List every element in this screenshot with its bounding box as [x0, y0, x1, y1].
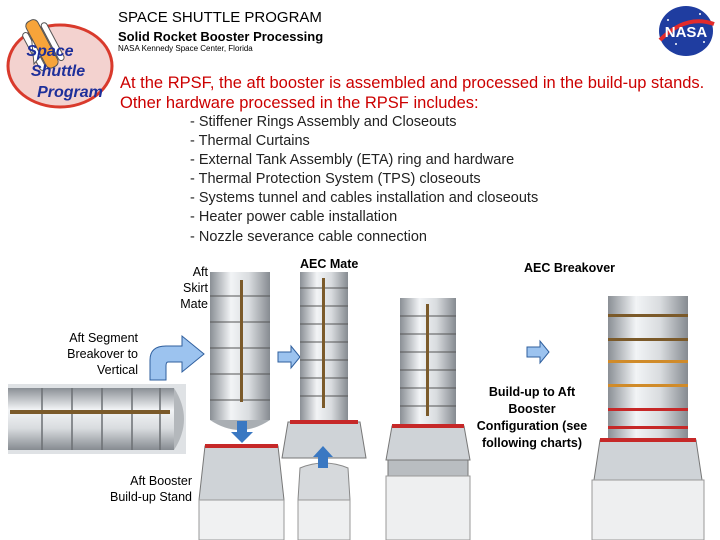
curved-arrow-icon — [150, 336, 204, 380]
intro-paragraph: At the RPSF, the aft booster is assembled and processed in the build-up stands. Other hardware processed in the RPSF includes: — [120, 74, 705, 112]
right-arrow-icon — [527, 341, 549, 363]
svg-text:NASA: NASA — [664, 24, 708, 41]
center-location: NASA Kennedy Space Center, Florida — [118, 44, 253, 53]
svg-text:Space: Space — [26, 43, 74, 60]
bullet-item: - Thermal Protection System (TPS) closeouts — [190, 171, 481, 187]
aec-mate-label: AEC Mate — [300, 257, 359, 271]
bullet-item: - Heater power cable installation — [190, 209, 398, 225]
svg-text:Shuttle: Shuttle — [30, 63, 86, 80]
aft-booster-configuration — [592, 296, 704, 540]
aft-booster-stand-label: Aft Booster Build-up Stand — [109, 474, 192, 504]
aec-mate-booster — [282, 272, 366, 540]
aft-segment-horizontal — [8, 384, 186, 454]
bullet-item: - External Tank Assembly (ETA) ring and hardware — [190, 152, 515, 168]
bullet-item: - Thermal Curtains — [190, 133, 310, 149]
aec-breakover-label: AEC Breakover — [524, 261, 616, 275]
aft-skirt-mate-label: Aft Skirt Mate — [180, 265, 208, 311]
aft-segment-vertical — [210, 272, 270, 430]
aft-skirt — [199, 444, 284, 540]
svg-text:Program: Program — [37, 84, 103, 101]
program-subtitle: Solid Rocket Booster Processing — [118, 29, 324, 44]
program-title: SPACE SHUTTLE PROGRAM — [118, 9, 322, 26]
bullet-item: - Systems tunnel and cables installation and closeouts — [190, 190, 539, 206]
bullet-item: - Nozzle severance cable connection — [190, 229, 427, 245]
right-arrow-icon — [278, 346, 300, 368]
buildup-configuration-label: Build-up to Aft Booster Configuration (see following charts) — [476, 385, 588, 450]
bullet-item: - Stiffener Rings Assembly and Closeouts — [190, 114, 457, 130]
aft-segment-breakover-label: Aft Segment Breakover to Vertical — [67, 331, 138, 377]
aec-breakover-booster — [386, 298, 470, 540]
